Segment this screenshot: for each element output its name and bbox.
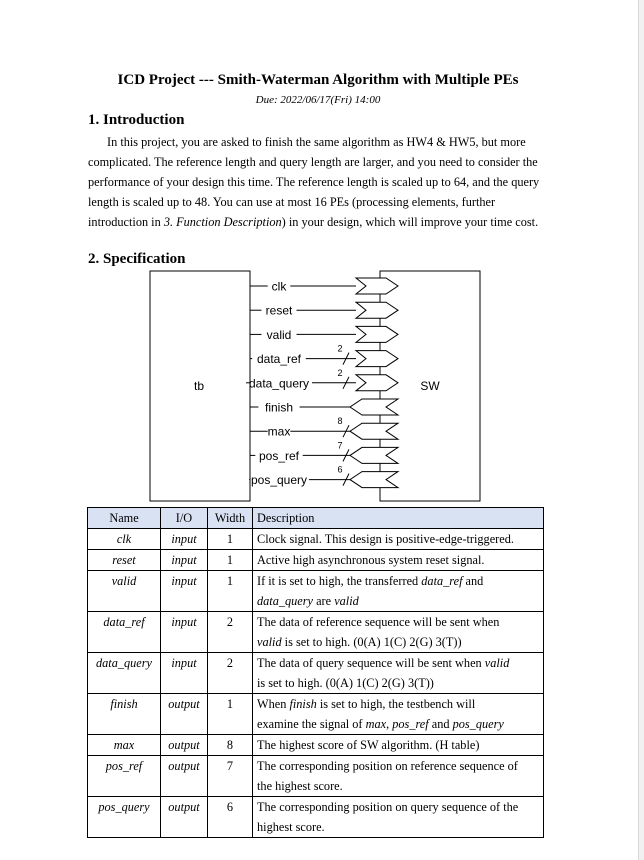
- signal-width: 1: [208, 529, 253, 550]
- signal-label-clk: clk: [271, 279, 287, 294]
- page-edge: [638, 0, 644, 860]
- signal-lines: [246, 278, 398, 488]
- signal-description: [253, 735, 544, 756]
- port-arrow-finish: [350, 399, 398, 415]
- header-width: Width: [208, 508, 253, 529]
- table-row: [88, 612, 544, 653]
- signal-io: output: [161, 797, 208, 838]
- signal-description: [253, 550, 544, 571]
- signal-io: input: [161, 571, 208, 612]
- signal-label-finish: finish: [264, 400, 294, 415]
- description-line: The highest score of SW algorithm. (H table): [257, 738, 480, 752]
- signal-name: valid: [88, 571, 161, 612]
- intro-ref: 3. Function Description: [163, 215, 282, 229]
- section-heading-specification: 2. Specification: [88, 251, 186, 267]
- signal-width: 1: [208, 550, 253, 571]
- signal-label-data-query: data_query: [248, 376, 310, 391]
- signal-description: [253, 797, 544, 838]
- table-row: [88, 571, 544, 612]
- bus-width-label: 6: [337, 464, 343, 475]
- signal-description: [253, 653, 544, 694]
- bus-width-label: 2: [337, 343, 343, 354]
- signal-description: [253, 571, 544, 612]
- signal-width: 7: [208, 756, 253, 797]
- table-row: [88, 550, 544, 571]
- due-date: Due: 2022/06/17(Fri) 14:00: [255, 94, 381, 106]
- header-name: Name: [88, 508, 161, 529]
- intro-text: In this project, you are asked to finish the same algorithm as HW4 & HW5, but more complicated. The reference length and query length are larger, and you need to consider the performance of your design this time. The reference length is scaled up to 64, and the query length is scaled up to 48. You can use at most 16 PEs (processing elements, further introduction in: [88, 135, 540, 229]
- table-row: [88, 797, 544, 838]
- sw-label: SW: [420, 379, 440, 393]
- signal-name: clk: [88, 529, 161, 550]
- table-row: [88, 756, 544, 797]
- signal-width: 1: [208, 694, 253, 735]
- description-line: data_query are valid: [257, 594, 359, 608]
- intro-text-end: ) in your design, which will improve your time cost.: [281, 215, 539, 229]
- description-line: the highest score.: [257, 779, 343, 793]
- signal-description: [253, 756, 544, 797]
- description-line: The data of query sequence will be sent when valid: [257, 656, 510, 670]
- signal-name: pos_query: [88, 797, 161, 838]
- table-row: [88, 653, 544, 694]
- signal-name: finish: [88, 694, 161, 735]
- description-line: is set to high. (0(A) 1(C) 2(G) 3(T)): [257, 676, 434, 690]
- signal-name: max: [88, 735, 161, 756]
- description-line: examine the signal of max, pos_ref and pos_query: [257, 717, 504, 731]
- description-line: valid is set to high. (0(A) 1(C) 2(G) 3(T)): [257, 635, 462, 649]
- signal-description: [253, 694, 544, 735]
- signal-io: input: [161, 529, 208, 550]
- port-arrow-reset: [356, 302, 398, 318]
- description-line: The corresponding position on reference sequence of: [257, 759, 518, 773]
- signal-io: input: [161, 653, 208, 694]
- signal-label-data-ref: data_ref: [256, 352, 302, 367]
- table-row: [88, 694, 544, 735]
- signal-name: pos_ref: [88, 756, 161, 797]
- port-arrow-pos-ref: [350, 447, 398, 463]
- port-arrow-valid: [356, 326, 398, 342]
- description-line: Active high asynchronous system reset signal.: [257, 553, 485, 567]
- description-line: If it is set to high, the transferred data_ref and: [257, 574, 484, 588]
- signal-width: 2: [208, 653, 253, 694]
- signal-label-max: max: [267, 424, 291, 439]
- description-line: Clock signal. This design is positive-edge-triggered.: [257, 532, 514, 546]
- document-title: ICD Project --- Smith-Waterman Algorithm with Multiple PEs: [117, 72, 519, 88]
- table-row: [88, 529, 544, 550]
- table-row: [88, 735, 544, 756]
- signal-description: [253, 529, 544, 550]
- port-arrow-max: [350, 423, 398, 439]
- signal-label-valid: valid: [266, 327, 292, 342]
- bus-width-label: 7: [337, 440, 343, 451]
- port-arrow-data-query: [356, 375, 398, 391]
- description-line: The corresponding position on query sequence of the: [257, 800, 519, 814]
- signal-io: output: [161, 735, 208, 756]
- port-arrow-clk: [356, 278, 398, 294]
- signal-label-pos-ref: pos_ref: [258, 448, 300, 463]
- signal-io: input: [161, 550, 208, 571]
- header-description: Description: [253, 508, 544, 529]
- signal-io: output: [161, 694, 208, 735]
- bus-width-label: 8: [337, 416, 343, 427]
- introduction-paragraph: [88, 132, 540, 232]
- description-line: highest score.: [257, 820, 325, 834]
- signal-label-reset: reset: [265, 303, 293, 318]
- signal-label-pos-query: pos_query: [250, 473, 308, 488]
- signal-width: 1: [208, 571, 253, 612]
- signal-width: 8: [208, 735, 253, 756]
- signal-width: 6: [208, 797, 253, 838]
- description-line: The data of reference sequence will be sent when: [257, 615, 500, 629]
- port-arrow-pos-query: [350, 472, 398, 488]
- block-diagram: [148, 269, 484, 505]
- description-line: When finish is set to high, the testbench will: [257, 697, 476, 711]
- header-io: I/O: [161, 508, 208, 529]
- signal-io: output: [161, 756, 208, 797]
- signal-io: input: [161, 612, 208, 653]
- section-heading-introduction: 1. Introduction: [88, 112, 185, 128]
- signal-name: reset: [88, 550, 161, 571]
- io-table: [87, 507, 544, 838]
- io-table-header: [88, 508, 544, 529]
- signal-name: data_ref: [88, 612, 161, 653]
- signal-description: [253, 612, 544, 653]
- bus-width-label: 2: [337, 367, 343, 378]
- tb-label: tb: [193, 379, 205, 393]
- signal-name: data_query: [88, 653, 161, 694]
- signal-width: 2: [208, 612, 253, 653]
- port-arrow-data-ref: [356, 351, 398, 367]
